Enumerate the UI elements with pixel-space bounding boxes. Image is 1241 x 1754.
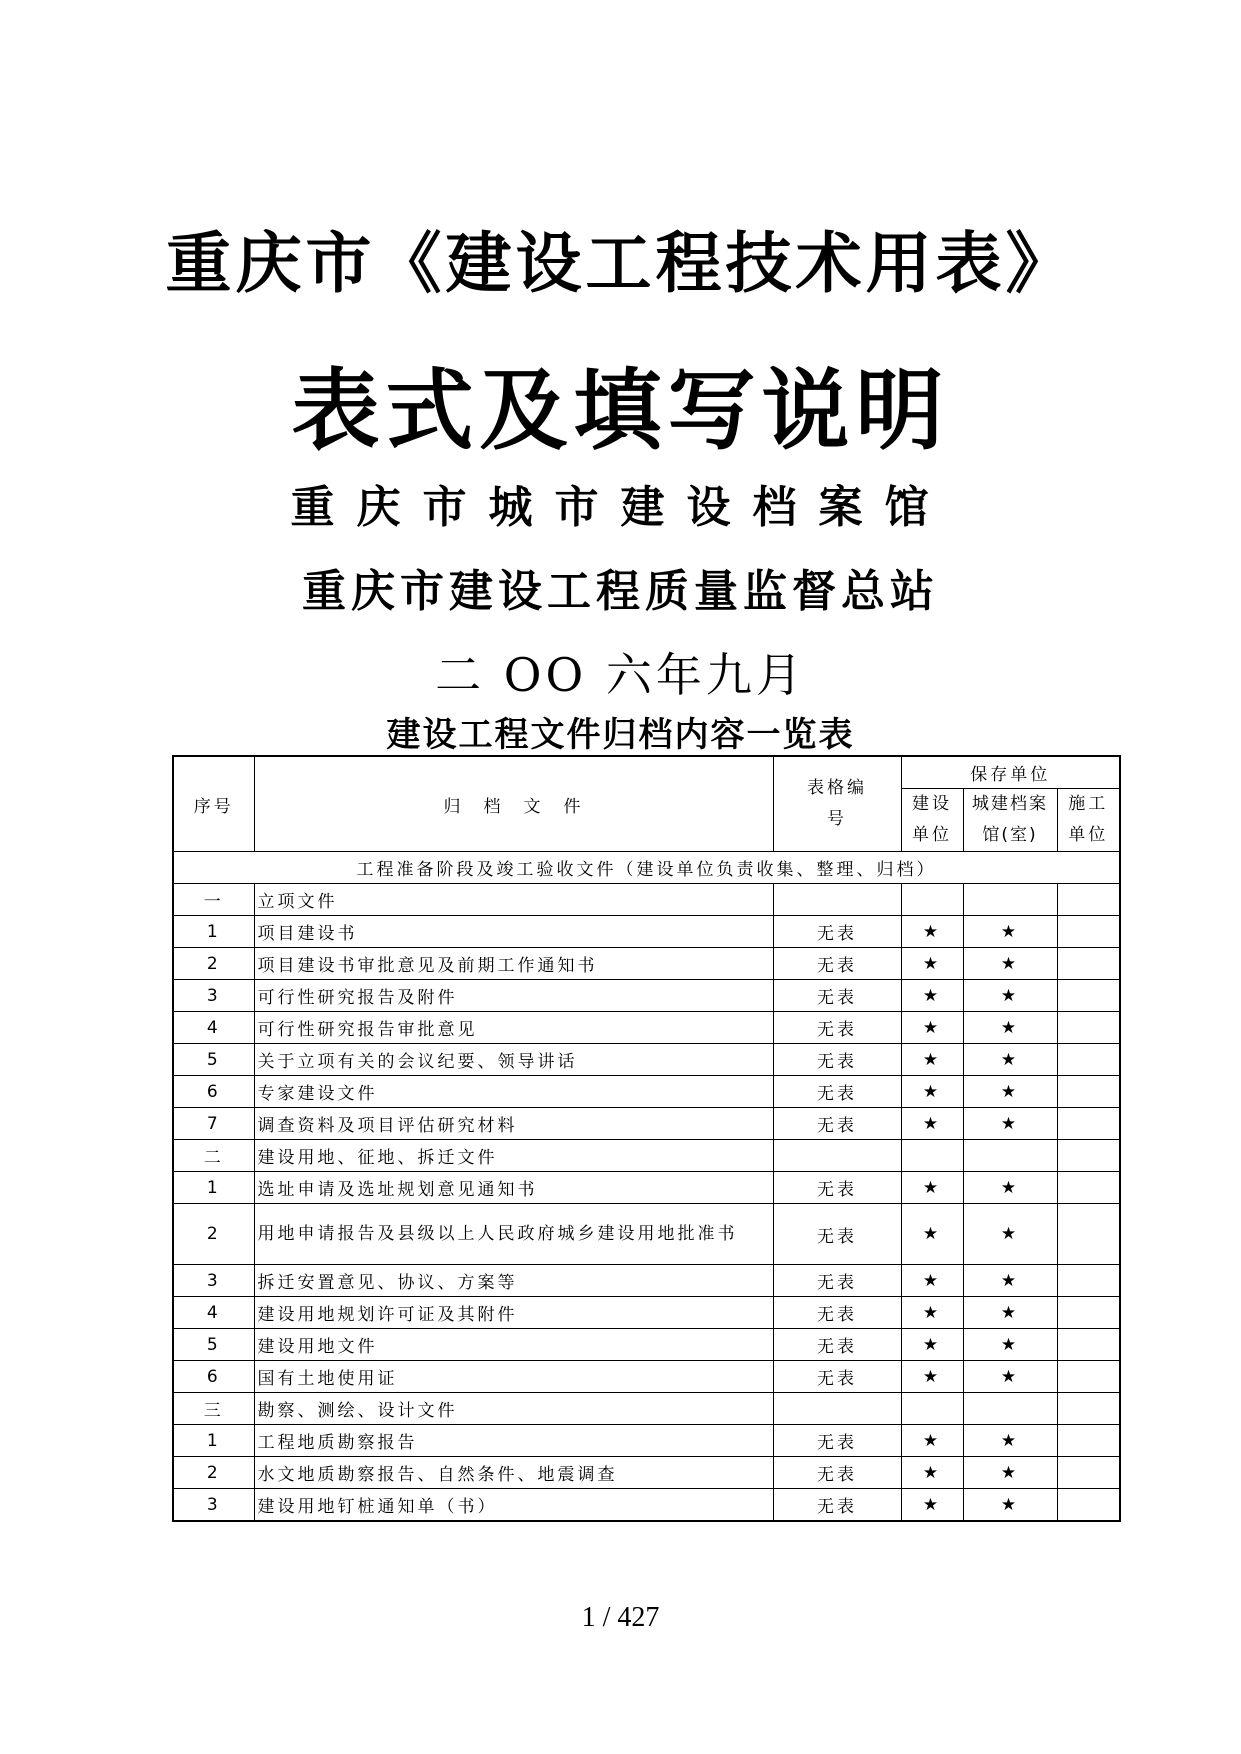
row-builder-star: ★: [901, 1265, 963, 1297]
row-builder-star: ★: [901, 1204, 963, 1265]
row-builder-star: ★: [901, 980, 963, 1012]
header-doc: 归 档 文 件: [254, 756, 773, 852]
table-row: [173, 1425, 1120, 1457]
row-seq: 2: [173, 1457, 254, 1489]
table-row: [173, 1012, 1120, 1044]
row-builder-star: ★: [901, 1361, 963, 1393]
row-form-no: 无表: [773, 1076, 901, 1108]
section-heading: 工程准备阶段及竣工验收文件（建设单位负责收集、整理、归档）: [173, 852, 1120, 884]
row-form-no: 无表: [773, 1044, 901, 1076]
row-doc-name: 建设用地文件: [254, 1329, 773, 1361]
row-seq: 3: [173, 980, 254, 1012]
row-form-no: 无表: [773, 1425, 901, 1457]
group-title: 建设用地、征地、拆迁文件: [254, 1140, 773, 1172]
table-title: 建设工程文件归档内容一览表: [386, 715, 855, 755]
row-archive-star: ★: [963, 1204, 1057, 1265]
row-seq: 1: [173, 916, 254, 948]
row-form-no: 无表: [773, 1204, 901, 1265]
group-construction: [1057, 884, 1120, 916]
row-form-no: 无表: [773, 1108, 901, 1140]
row-doc-name: 建设用地规划许可证及其附件: [254, 1297, 773, 1329]
row-construction: [1057, 1204, 1120, 1265]
header-builder: 建设单位: [901, 789, 963, 852]
group-archive: [963, 884, 1057, 916]
row-doc-name: 项目建设书审批意见及前期工作通知书: [254, 948, 773, 980]
row-archive-star: ★: [963, 1044, 1057, 1076]
row-construction: [1057, 1172, 1120, 1204]
table-row: [173, 980, 1120, 1012]
table-row: [173, 1457, 1120, 1489]
table-row: [173, 916, 1120, 948]
row-archive-star: ★: [963, 948, 1057, 980]
row-builder-star: ★: [901, 1297, 963, 1329]
row-archive-star: ★: [963, 1108, 1057, 1140]
row-construction: [1057, 1012, 1120, 1044]
row-form-no: 无表: [773, 1457, 901, 1489]
row-archive-star: ★: [963, 1265, 1057, 1297]
row-doc-name: 关于立项有关的会议纪要、领导讲话: [254, 1044, 773, 1076]
row-builder-star: ★: [901, 948, 963, 980]
header-construction: 施工单位: [1057, 789, 1120, 852]
row-form-no: 无表: [773, 1361, 901, 1393]
row-archive-star: ★: [963, 980, 1057, 1012]
row-doc-name: 用地申请报告及县级以上人民政府城乡建设用地批准书: [254, 1204, 773, 1265]
group-row: [173, 884, 1120, 916]
table-row: [173, 1265, 1120, 1297]
row-builder-star: ★: [901, 1108, 963, 1140]
row-seq: 5: [173, 1044, 254, 1076]
row-construction: [1057, 1076, 1120, 1108]
row-seq: 3: [173, 1489, 254, 1522]
row-construction: [1057, 1329, 1120, 1361]
cover-title-line2: 表式及填写说明: [291, 358, 950, 462]
row-form-no: 无表: [773, 916, 901, 948]
row-construction: [1057, 1361, 1120, 1393]
row-seq: 6: [173, 1076, 254, 1108]
group-title: 勘察、测绘、设计文件: [254, 1393, 773, 1425]
row-construction: [1057, 1108, 1120, 1140]
row-form-no: 无表: [773, 1297, 901, 1329]
row-archive-star: ★: [963, 1297, 1057, 1329]
row-builder-star: ★: [901, 1329, 963, 1361]
row-builder-star: ★: [901, 1044, 963, 1076]
row-construction: [1057, 1489, 1120, 1522]
row-form-no: 无表: [773, 1172, 901, 1204]
group-row: [173, 1140, 1120, 1172]
row-seq: 1: [173, 1172, 254, 1204]
row-construction: [1057, 948, 1120, 980]
header-archive: 城建档案馆(室): [963, 789, 1057, 852]
row-construction: [1057, 1044, 1120, 1076]
row-form-no: 无表: [773, 980, 901, 1012]
header-seq: 序号: [173, 756, 254, 852]
table-row: [173, 1329, 1120, 1361]
group-construction: [1057, 1393, 1120, 1425]
row-doc-name: 建设用地钉桩通知单（书）: [254, 1489, 773, 1522]
row-seq: 2: [173, 1204, 254, 1265]
row-doc-name: 调查资料及项目评估研究材料: [254, 1108, 773, 1140]
row-construction: [1057, 980, 1120, 1012]
archive-contents-table: [172, 755, 1121, 1522]
row-construction: [1057, 1457, 1120, 1489]
row-seq: 5: [173, 1329, 254, 1361]
row-form-no: 无表: [773, 1489, 901, 1522]
row-construction: [1057, 1425, 1120, 1457]
group-form: [773, 884, 901, 916]
row-construction: [1057, 1297, 1120, 1329]
row-form-no: 无表: [773, 1329, 901, 1361]
row-archive-star: ★: [963, 916, 1057, 948]
group-builder: [901, 1393, 963, 1425]
header-form-no: 表格编号: [773, 756, 901, 852]
header-row: [173, 756, 1120, 789]
group-builder: [901, 1140, 963, 1172]
group-seq: 一: [173, 884, 254, 916]
row-doc-name: 可行性研究报告审批意见: [254, 1012, 773, 1044]
table-row: [173, 1204, 1120, 1265]
row-builder-star: ★: [901, 916, 963, 948]
row-doc-name: 国有土地使用证: [254, 1361, 773, 1393]
row-archive-star: ★: [963, 1457, 1057, 1489]
row-doc-name: 专家建设文件: [254, 1076, 773, 1108]
table-row: [173, 1044, 1120, 1076]
row-seq: 6: [173, 1361, 254, 1393]
row-archive-star: ★: [963, 1076, 1057, 1108]
table-row: [173, 1108, 1120, 1140]
row-form-no: 无表: [773, 1012, 901, 1044]
cover-date: 二 OO 六年九月: [435, 648, 806, 702]
row-builder-star: ★: [901, 1489, 963, 1522]
group-seq: 三: [173, 1393, 254, 1425]
group-seq: 二: [173, 1140, 254, 1172]
cover-org-archive: 重庆市城市建设档案馆: [290, 482, 951, 533]
row-form-no: 无表: [773, 948, 901, 980]
row-doc-name: 选址申请及选址规划意见通知书: [254, 1172, 773, 1204]
row-builder-star: ★: [901, 1457, 963, 1489]
row-builder-star: ★: [901, 1172, 963, 1204]
row-seq: 7: [173, 1108, 254, 1140]
row-construction: [1057, 1265, 1120, 1297]
row-seq: 4: [173, 1012, 254, 1044]
row-archive-star: ★: [963, 1012, 1057, 1044]
row-doc-name: 项目建设书: [254, 916, 773, 948]
table-row: [173, 1489, 1120, 1522]
row-doc-name: 水文地质勘察报告、自然条件、地震调查: [254, 1457, 773, 1489]
group-form: [773, 1140, 901, 1172]
table-row: [173, 948, 1120, 980]
row-form-no: 无表: [773, 1265, 901, 1297]
row-archive-star: ★: [963, 1425, 1057, 1457]
row-archive-star: ★: [963, 1329, 1057, 1361]
group-archive: [963, 1393, 1057, 1425]
row-doc-name: 可行性研究报告及附件: [254, 980, 773, 1012]
row-doc-name: 拆迁安置意见、协议、方案等: [254, 1265, 773, 1297]
group-builder: [901, 884, 963, 916]
row-archive-star: ★: [963, 1172, 1057, 1204]
group-archive: [963, 1140, 1057, 1172]
row-builder-star: ★: [901, 1425, 963, 1457]
header-keep-unit: 保存单位: [901, 756, 1120, 789]
row-archive-star: ★: [963, 1489, 1057, 1522]
cover-org-quality-station: 重庆市建设工程质量监督总站: [302, 566, 939, 617]
row-archive-star: ★: [963, 1361, 1057, 1393]
row-doc-name: 工程地质勘察报告: [254, 1425, 773, 1457]
row-construction: [1057, 916, 1120, 948]
row-seq: 2: [173, 948, 254, 980]
row-seq: 1: [173, 1425, 254, 1457]
row-builder-star: ★: [901, 1076, 963, 1108]
row-builder-star: ★: [901, 1012, 963, 1044]
group-form: [773, 1393, 901, 1425]
cover-title-line1: 重庆市《建设工程技术用表》: [165, 224, 1076, 302]
group-construction: [1057, 1140, 1120, 1172]
row-seq: 4: [173, 1297, 254, 1329]
row-seq: 3: [173, 1265, 254, 1297]
table-row: [173, 1297, 1120, 1329]
table-row: [173, 1076, 1120, 1108]
section-heading-row: [173, 852, 1120, 884]
group-row: [173, 1393, 1120, 1425]
page-number: 1 / 427: [581, 1602, 660, 1633]
group-title: 立项文件: [254, 884, 773, 916]
table-row: [173, 1361, 1120, 1393]
table-row: [173, 1172, 1120, 1204]
